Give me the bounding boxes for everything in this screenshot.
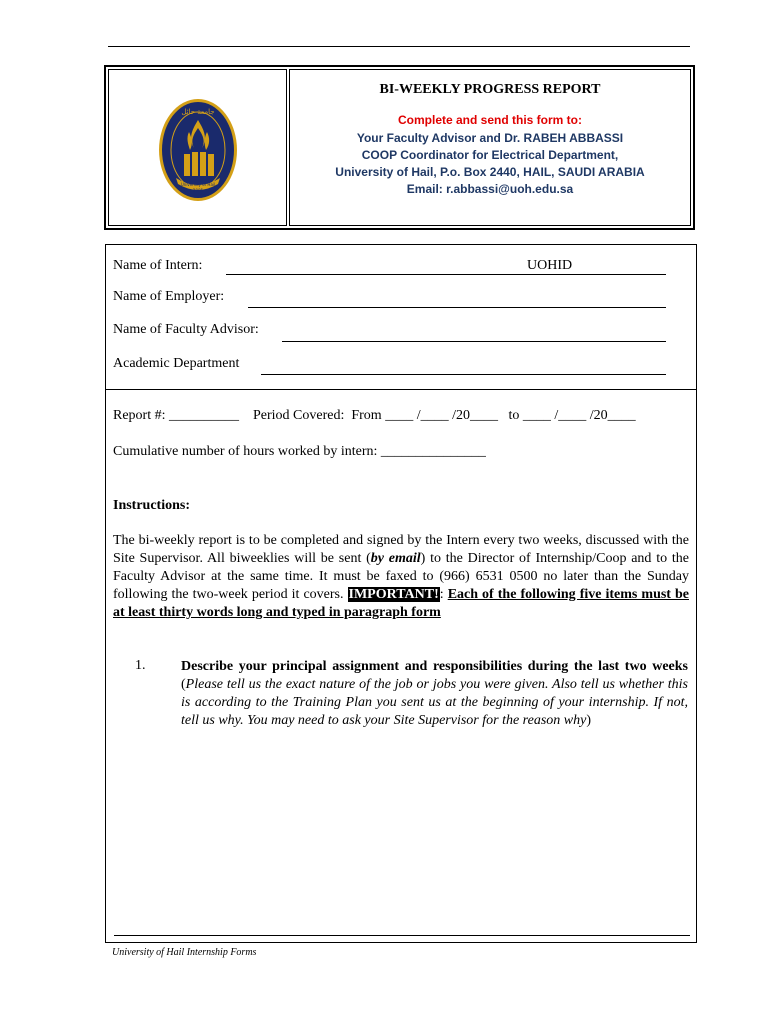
bottom-rule — [114, 935, 690, 936]
logo-arabic-text: جامعة حائل — [181, 108, 215, 116]
employer-name-label: Name of Employer: — [113, 289, 225, 304]
coordinator-line: COOP Coordinator for Electrical Department, — [361, 148, 619, 162]
top-rule — [108, 46, 690, 47]
send-instruction: Complete and send this form to: — [397, 113, 582, 127]
university-logo — [158, 98, 238, 202]
question-1-answer-area[interactable] — [113, 752, 689, 930]
academic-department-label: Academic Department — [113, 356, 240, 371]
report-period-line[interactable]: Report #: __________ Period Covered: From ____ /____ /20____ to ____ /____ /20____ — [113, 408, 636, 423]
instructions-paragraph — [113, 532, 689, 622]
report-title: BI-WEEKLY PROGRESS REPORT — [379, 82, 601, 97]
question-1-number: 1. — [135, 658, 146, 673]
address-line: University of Hail, P.o. Box 2440, HAIL, SAUDI ARABIA — [335, 165, 645, 179]
intern-name-label: Name of Intern: — [113, 258, 203, 273]
question-1-bold: Describe your principal assignment and responsibilities during the last two weeks — [181, 659, 688, 674]
form-separator — [105, 389, 697, 390]
important-badge: IMPORTANT! — [348, 587, 439, 602]
intern-name-field[interactable] — [226, 274, 666, 275]
faculty-advisor-label: Name of Faculty Advisor: — [113, 322, 259, 337]
employer-name-field[interactable] — [248, 307, 666, 308]
question-1-open-paren: ( — [181, 677, 186, 692]
question-1-text — [181, 658, 688, 730]
instructions-text-a: The bi-weekly report is to be completed and signed by the Intern every two weeks, discussed with the Site Supervisor. All biweeklies will be sent ( — [113, 533, 689, 566]
faculty-advisor-field[interactable] — [282, 341, 666, 342]
advisor-line: Your Faculty Advisor and Dr. RABEH ABBASSI — [356, 131, 624, 145]
by-email-text: by email — [370, 551, 421, 566]
instructions-heading: Instructions: — [113, 498, 191, 513]
logo-year-text: 2005 — [192, 188, 204, 193]
instructions-text-b: ) to the Director of Internship/Coop and to the Faculty Advisor at the same time. It must be faxed to (966) 6531 0500 no later than the Sunday following the two-week period it covers. — [113, 551, 689, 602]
question-1-italic: Please tell us the exact nature of the job or jobs you were given. Also tell us whether this is according to the Training Plan you sent us at the beginning of your internship. If not, tell us why. You may need to ask your Site Supervisor for the reason why — [181, 677, 688, 728]
hours-line[interactable]: Cumulative number of hours worked by intern: _______________ — [113, 444, 486, 459]
email-line: Email: r.abbassi@uoh.edu.sa — [406, 182, 574, 196]
footer-text: University of Hail Internship Forms — [112, 947, 257, 958]
five-items-requirement: Each of the following five items must be at least thirty words long and typed in paragraph form — [113, 587, 689, 620]
intern-name-value: UOHID — [527, 258, 573, 273]
academic-department-field[interactable] — [261, 374, 666, 375]
logo-english-text: University of Hail — [180, 182, 216, 187]
question-1-close-paren: ) — [586, 713, 591, 728]
colon-text: : — [439, 587, 448, 602]
